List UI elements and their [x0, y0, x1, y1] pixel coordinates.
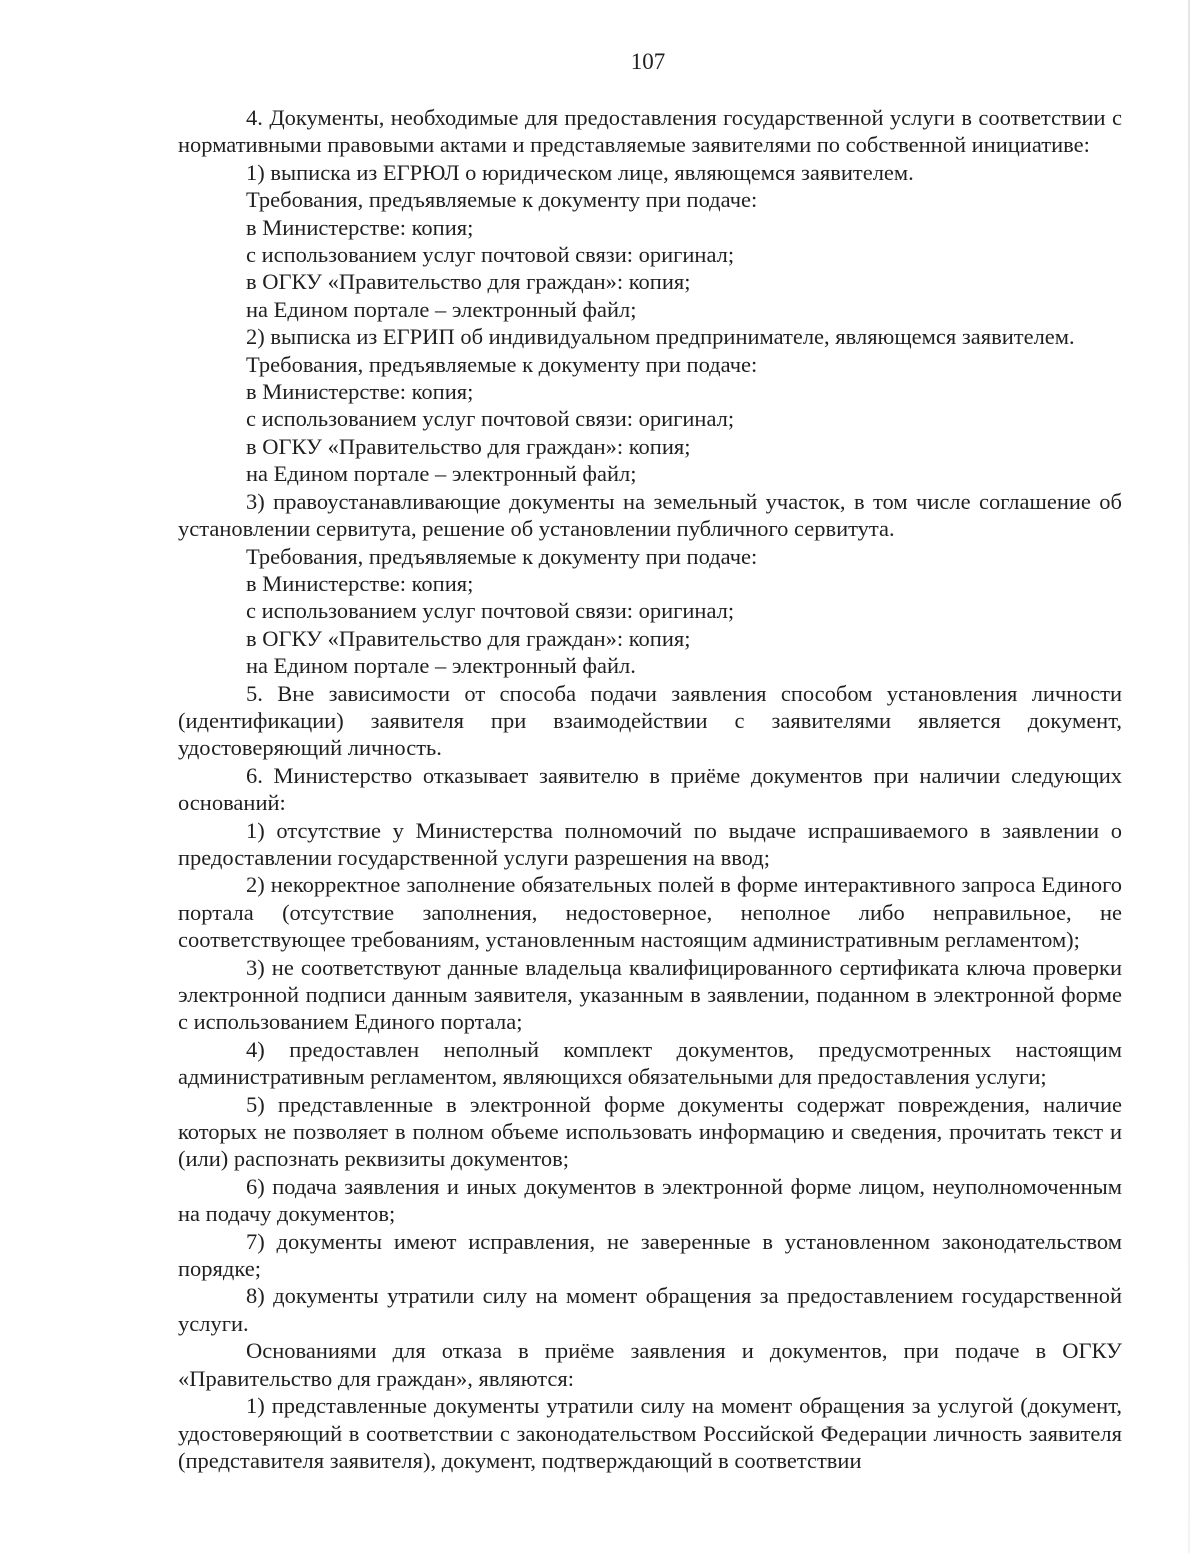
requirement-post: с использованием услуг почтовой связи: оригинал; — [246, 406, 735, 432]
requirements-heading: Требования, предъявляемые к документу при подаче: — [246, 543, 758, 569]
requirement-portal: на Едином портале – электронный файл; — [246, 296, 637, 322]
requirement-post: с использованием услуг почтовой связи: оригинал; — [246, 598, 735, 624]
refusal-ground-1: 1) отсутствие у Министерства полномочий по выдаче испрашиваемого в заявлении о предоставлении государственной услуги разрешения на ввод; — [178, 817, 1122, 870]
requirement-ministry: в Министерстве: копия; — [246, 570, 474, 596]
paragraph-4-intro: 4. Документы, необходимые для предоставления государственной услуги в соответствии с нормативными правовыми актами и представляемые заявителями по собственной инициативе: — [178, 105, 1122, 158]
ogku-refusal-heading: Основаниями для отказа в приёме заявления и документов, при подаче в ОГКУ «Правительство для граждан», являются: — [178, 1338, 1122, 1391]
list-item-egrip: 2) выписка из ЕГРИП об индивидуальном предпринимателе, являющемся заявителем. — [246, 324, 1075, 350]
refusal-ground-3: 3) не соответствуют данные владельца квалифицированного сертификата ключа проверки электронной подписи данным заявителя, указанным в заявлении, поданном в электронной форме с использованием Единого портала; — [178, 954, 1122, 1035]
requirement-ministry: в Министерстве: копия; — [246, 379, 474, 405]
refusal-ground-7: 7) документы имеют исправления, не заверенные в установленном законодательством порядке; — [178, 1228, 1122, 1282]
refusal-ground-8: 8) документы утратили силу на момент обращения за предоставлением государственной услуги. — [178, 1283, 1122, 1336]
ogku-refusal-ground-1: 1) представленные документы утратили силу на момент обращения за услугой (документ, удостоверяющий в соответствии с законодательством Российской Федерации личность заявителя (представителя заявителя), документ, подтверждающий в соответствии — [178, 1393, 1122, 1473]
requirement-portal: на Едином портале – электронный файл; — [246, 461, 637, 487]
requirement-post: с использованием услуг почтовой связи: оригинал; — [246, 242, 735, 268]
requirements-heading: Требования, предъявляемые к документу при подаче: — [246, 187, 758, 213]
refusal-ground-2: 2) некорректное заполнение обязательных полей в форме интерактивного запроса Единого портала (отсутствие заполнения, недостоверное, неполное либо неправильное, не соответствующее требованиям, установленным настоящим административным регламентом); — [178, 872, 1122, 953]
refusal-ground-6: 6) подача заявления и иных документов в электронной форме лицом, неуполномоченным на подачу документов; — [178, 1173, 1122, 1227]
requirement-ogku: в ОГКУ «Правительство для граждан»: копия; — [246, 625, 691, 651]
paragraph-6-refusal: 6. Министерство отказывает заявителю в приёме документов при наличии следующих оснований: — [178, 762, 1122, 816]
refusal-ground-5: 5) представленные в электронной форме документы содержат повреждения, наличие которых не позволяет в полном объеме использовать информацию и сведения, прочитать текст и (или) распознать реквизиты документов; — [178, 1091, 1122, 1172]
list-item-egryul: 1) выписка из ЕГРЮЛ о юридическом лице, являющемся заявителем. — [246, 159, 914, 185]
paragraph-5-identity: 5. Вне зависимости от способа подачи заявления способом установления личности (идентификации) заявителя при взаимодействии с заявителями является документ, удостоверяющий личность. — [178, 680, 1122, 761]
list-item-land-documents: 3) правоустанавливающие документы на земельный участок, в том числе соглашение об установлении сервитута, решение об установлении публичного сервитута. — [178, 488, 1122, 542]
document-body — [178, 104, 1122, 1474]
requirement-portal: на Едином портале – электронный файл. — [246, 653, 636, 679]
requirement-ministry: в Министерстве: копия; — [246, 214, 474, 240]
requirements-heading: Требования, предъявляемые к документу при подаче: — [246, 351, 758, 377]
refusal-ground-4: 4) предоставлен неполный комплект документов, предусмотренных настоящим административным регламентом, являющихся обязательными для предоставления услуги; — [178, 1036, 1122, 1090]
page-number: 107 — [630, 49, 666, 74]
scan-edge — [1188, 0, 1190, 1553]
requirement-ogku: в ОГКУ «Правительство для граждан»: копия; — [246, 269, 691, 295]
requirement-ogku: в ОГКУ «Правительство для граждан»: копия; — [246, 433, 691, 459]
